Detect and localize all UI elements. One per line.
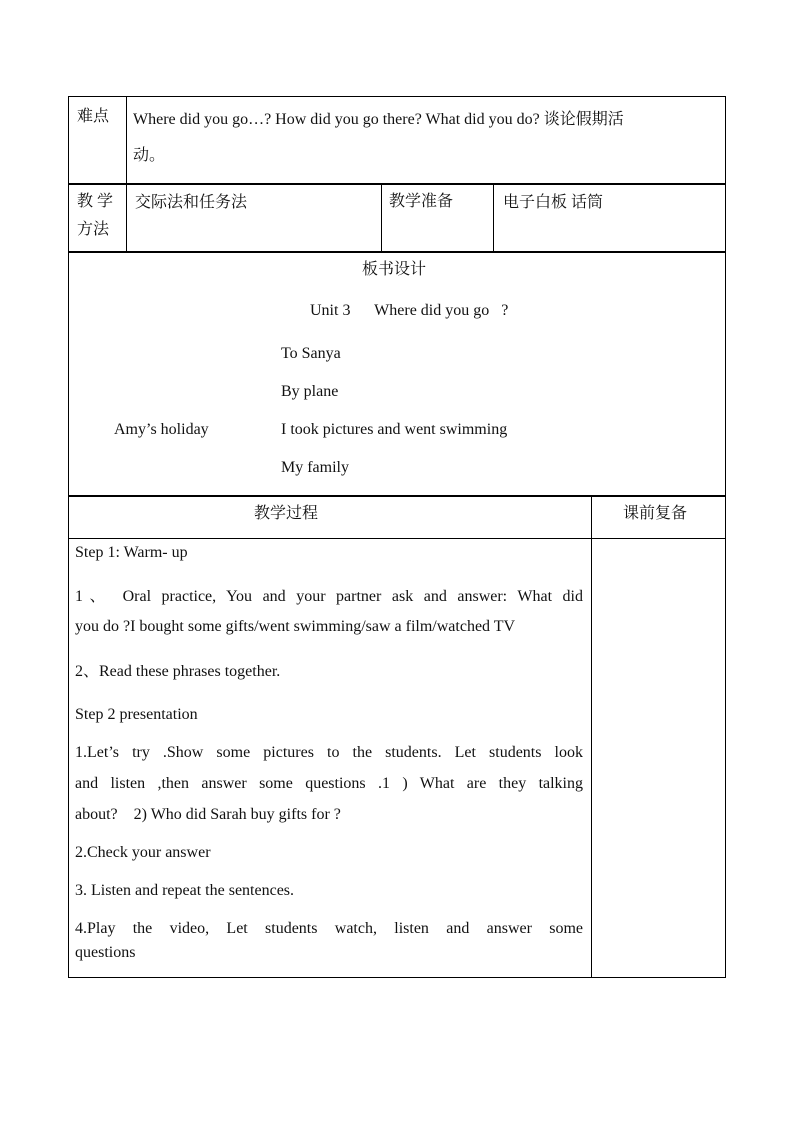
step-1-item-1-line1: 1、 Oral practice, You and your partner ask and answer: What did: [75, 588, 583, 605]
step-2-item-4-line2: questions: [75, 944, 136, 961]
board-item: To Sanya: [281, 345, 341, 362]
difficulty-label: 难点: [77, 108, 110, 125]
process-table: [68, 495, 726, 978]
difficulty-content-line1: Where did you go…? How did you go there? What did you do? 谈论假期活: [133, 111, 624, 128]
difficulty-content-cell: [127, 97, 726, 185]
step-2-item-1-line1: 1.Let’s try .Show some pictures to the students. Let students look: [75, 744, 583, 761]
step-2-item-4-line1: 4.Play the video, Let students watch, listen and answer some: [75, 920, 583, 937]
prep-value-cell: [494, 184, 726, 253]
board-item: My family: [281, 459, 349, 476]
board-unit-title: Unit 3 Where did you go ?: [310, 302, 509, 319]
side-heading: 课前复备: [623, 505, 688, 522]
method-table: [68, 183, 726, 253]
process-heading: 教学过程: [254, 505, 319, 522]
method-value: 交际法和任务法: [135, 194, 248, 211]
step-1-item-2: 2、Read these phrases together.: [75, 663, 281, 680]
board-item: I took pictures and went swimming: [281, 421, 508, 438]
board-cell: [69, 252, 726, 497]
method-label-line2: 方法: [77, 221, 110, 238]
process-body-cell: [69, 539, 592, 978]
method-value-cell: [127, 184, 382, 253]
side-notes-cell: [592, 539, 726, 978]
prep-label: 教学准备: [389, 193, 454, 210]
method-label-cell: [69, 184, 127, 253]
prep-label-cell: [382, 184, 494, 253]
step-2-item-1-line2: and listen ,then answer some questions .1 ) What are they talking: [75, 775, 583, 792]
difficulty-table: [68, 96, 726, 185]
board-left-label: Amy’s holiday: [114, 421, 209, 438]
step-2-item-3: 3. Listen and repeat the sentences.: [75, 882, 295, 899]
side-heading-cell: [592, 496, 726, 539]
difficulty-content-line2: 动。: [133, 147, 166, 164]
step-2-item-2: 2.Check your answer: [75, 844, 211, 861]
board-table: [68, 251, 726, 497]
step-2-title: Step 2 presentation: [75, 706, 198, 723]
method-label-line1: 教 学: [77, 193, 114, 210]
process-heading-cell: [69, 496, 592, 539]
board-heading: 板书设计: [362, 261, 427, 278]
difficulty-label-cell: [69, 97, 127, 185]
prep-value: 电子白板 话筒: [503, 194, 604, 211]
step-1-title: Step 1: Warm- up: [75, 544, 188, 561]
board-item: By plane: [281, 383, 339, 400]
step-1-item-1-line2: you do ?I bought some gifts/went swimming/saw a film/watched TV: [75, 618, 516, 635]
step-2-item-1-line3: about? 2) Who did Sarah buy gifts for ?: [75, 806, 341, 823]
